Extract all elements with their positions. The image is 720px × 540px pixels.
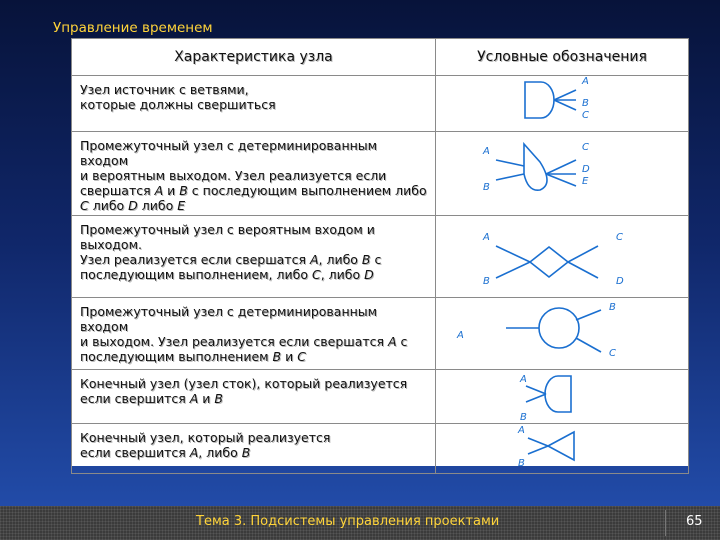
- table-row-3-description: [72, 216, 436, 298]
- det-in-prob-out-symbol: [436, 132, 689, 216]
- footer-divider: [665, 510, 666, 536]
- input-line-a: [526, 386, 546, 394]
- symbol-label: C: [582, 142, 589, 153]
- symbol-label: B: [609, 302, 616, 313]
- symbol-label: A: [520, 374, 527, 385]
- input-line-b: [496, 174, 524, 180]
- row-5-text: Конечный узел (узел сток), который реализуется если свершится A и B: [80, 376, 408, 406]
- row-1-text: Узел источник с ветвями, которые должны свершиться: [80, 82, 276, 112]
- input-line-b: [528, 446, 548, 454]
- table-row-2-description: [72, 132, 436, 216]
- input-line-a: [496, 246, 530, 262]
- final-node-shape: [548, 432, 574, 460]
- footer-topic: Тема 3. Подсистемы управления проектами: [196, 514, 500, 529]
- sink-node-shape: [545, 376, 571, 412]
- symbol-label: B: [520, 412, 527, 423]
- det-in-out-symbol: [436, 298, 689, 370]
- symbol-label: A: [582, 76, 589, 87]
- page-number: 65: [686, 514, 703, 529]
- symbol-label: C: [582, 110, 589, 121]
- output-line-b: [576, 310, 601, 320]
- table-row-1-description: [72, 76, 436, 132]
- node-shape: [524, 144, 547, 190]
- row-2-text: Промежуточный узел с детерминированным входом и вероятным выходом. Узел реализуется если свершатся A и B с последующим выполнением либо C либо D либо E: [80, 138, 427, 213]
- table-row-3-symbol: [436, 216, 689, 298]
- symbol-label: B: [483, 182, 490, 193]
- sink-node-symbol: [436, 370, 689, 424]
- branch-line-a: [554, 90, 576, 100]
- symbol-label: D: [582, 164, 590, 175]
- source-node-symbol: [436, 76, 689, 132]
- table-row-1-symbol: [436, 76, 689, 132]
- output-line-d: [568, 262, 598, 278]
- symbol-label: A: [457, 330, 464, 341]
- table-row-2-symbol: [436, 132, 689, 216]
- symbol-label: B: [518, 458, 525, 469]
- input-line-a: [496, 160, 524, 166]
- row-3-text: Промежуточный узел с вероятным входом и выходом. Узел реализуется если свершатся A, либо B с последующим выполнением, либо C, либо D: [80, 222, 382, 282]
- symbol-label: D: [616, 276, 624, 287]
- symbol-label: E: [582, 176, 589, 187]
- input-line-a: [528, 438, 548, 446]
- output-line-c: [568, 246, 598, 262]
- source-node-shape: [525, 82, 554, 118]
- prob-in-out-symbol: [436, 216, 689, 298]
- table-row-5-symbol: [436, 370, 689, 424]
- output-line-c: [546, 160, 576, 174]
- symbol-label: A: [518, 425, 525, 436]
- input-line-b: [496, 262, 530, 278]
- circle-node-shape: [539, 308, 579, 348]
- table-row-6-description: [72, 424, 436, 474]
- column-header-symbols: Условные обозначения: [436, 39, 689, 76]
- symbol-label: B: [582, 98, 589, 109]
- node-legend-table-container: [71, 38, 688, 469]
- branch-line-c: [554, 100, 576, 110]
- symbol-label: C: [609, 348, 616, 359]
- table-row-6-symbol: [436, 424, 689, 474]
- table-row-4-description: [72, 298, 436, 370]
- footer-bar: [0, 506, 720, 540]
- output-line-e: [546, 174, 576, 186]
- row-6-text: Конечный узел, который реализуется если свершится A, либо B: [80, 430, 331, 460]
- final-either-symbol: [436, 424, 689, 474]
- row-4-text: Промежуточный узел с детерминированным входом и выходом. Узел реализуется если свершатся A с последующим выполнением B и C: [80, 304, 408, 364]
- table-row-5-description: [72, 370, 436, 424]
- table-row-4-symbol: [436, 298, 689, 370]
- column-header-characteristic: Характеристика узла: [72, 39, 436, 76]
- slide-title-line1: Управление временем: [53, 20, 213, 36]
- input-line-b: [526, 394, 546, 402]
- symbol-label: A: [483, 232, 490, 243]
- rhombus-node-shape: [530, 247, 568, 277]
- symbol-label: A: [483, 146, 490, 157]
- symbol-label: B: [483, 276, 490, 287]
- symbol-label: C: [616, 232, 623, 243]
- output-line-c: [576, 338, 601, 352]
- node-legend-table: [71, 38, 689, 474]
